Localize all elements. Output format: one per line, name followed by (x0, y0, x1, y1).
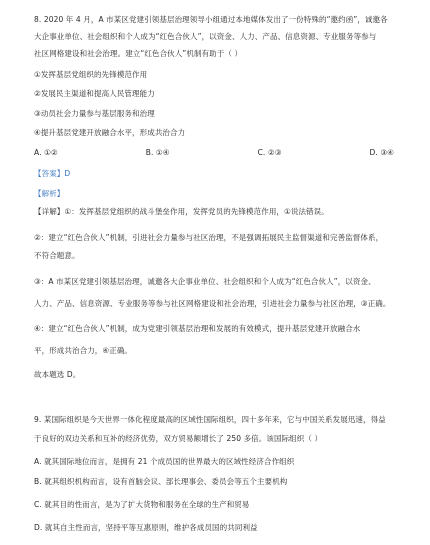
q8-item-2: ②发展民主渠道和提高人民管理能力 (34, 89, 155, 98)
q8-item-1: ①发挥基层党组织的先锋模范作用 (34, 70, 148, 79)
q8-analysis-line-3: 不符合题意。 (34, 251, 80, 260)
q8-option-a: A. ①② (34, 148, 58, 157)
q8-analysis-line-4: ③：A 市某区党建引领基层治理，诚邀各大企事业单位、社会组织和个人成为“红色合伙人”，以资金、 (34, 277, 376, 286)
q8-analysis-line-6: ④：建立“红色合伙人”机制，成为党建引领基层治理和发展的有效模式，提升基层党建开放融合水 (34, 324, 361, 333)
q8-stem-line-2: 大企事业单位、社会组织和个人成为“红色合伙人”，以资金、人力、产品、信息资源、专业服务等参与 (34, 32, 377, 41)
q9-option-c: C. 就其目的性而言，是为了扩大货物和服务在全球的生产和贸易 (34, 500, 250, 509)
q8-answer: 【答案】D (34, 169, 71, 178)
q8-item-3: ③动员社会力量参与基层服务和治理 (34, 109, 155, 118)
q8-analysis-line-8: 故本题选 D。 (34, 370, 81, 379)
q8-analysis-line-1: 【详解】①：发挥基层党组织的战斗堡垒作用，发挥党员的先锋模范作用，①说法错误。 (34, 207, 329, 216)
q8-item-4: ④提升基层党建开放融合水平，形成共治合力 (34, 128, 186, 137)
q9-option-a: A. 就其国际地位而言，是拥有 21 个成员国的世界最大的区域性经济合作组织 (34, 457, 295, 466)
q8-option-c: C. ②③ (257, 148, 282, 157)
q8-option-d: D. ③④ (369, 148, 394, 157)
q9-option-b: B. 就其组织机构而言，设有首脑会议、部长理事会、委员会等五个主要机构 (34, 477, 288, 486)
q9-option-d: D. 就其自主性而言，坚持平等互惠原则，维护各成员国的共同利益 (34, 523, 258, 532)
q8-analysis-tag: 【解析】 (34, 189, 65, 198)
q8-analysis-line-7: 平，形成共治合力，④正确。 (34, 346, 133, 355)
q9-stem-line-1: 9. 某国际组织是今天世界一体化程度最高的区域性国际组织，四十多年来，它与中国关系发展迅速，得益 (34, 415, 386, 424)
q8-options (34, 147, 394, 158)
q8-option-b: B. ①④ (145, 148, 170, 157)
q8-analysis-line-5: 人力、产品、信息资源、专业服务等参与社区网格建设和社会治理，引进社会力量参与社区治理，③正确。 (34, 299, 391, 308)
q8-analysis-line-2: ②：建立“红色合伙人”机制，引进社会力量参与社区治理，不是强调拓展民主监督渠道和完善监督体系， (34, 233, 384, 242)
q8-stem-line-3: 社区网格建设和社会治理。建立“红色合伙人”机制有助于（ ） (34, 49, 243, 58)
q9-stem-line-2: 于良好的双边关系和互补的经济优势，双方贸易额增长了 250 多倍。该国际组织（ ） (34, 434, 323, 443)
q8-stem-line-1: 8. 2020 年 4 月，A 市某区党建引领基层治理领导小组通过本地媒体发出了一份特殊的“邀约函”，诚邀各 (34, 15, 388, 24)
